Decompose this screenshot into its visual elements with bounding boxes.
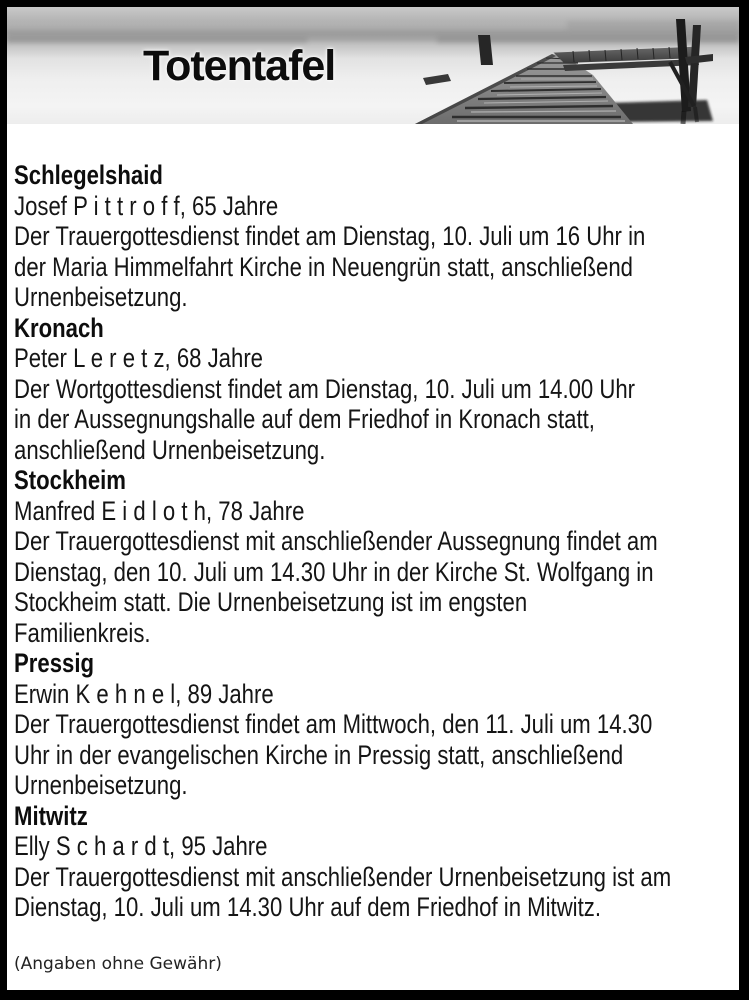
entry-detail-line: Der Trauergottesdienst findet am Mittwoch, den 11. Juli um 14.30 [14, 709, 653, 739]
masthead [7, 7, 739, 124]
entry-detail-line: anschließend Urnenbeisetzung. [14, 434, 326, 465]
entry-person-line: Peter L e r e t z, 68 Jahre [14, 343, 264, 373]
entry-detail-line: Der Wortgottesdienst findet am Dienstag, 10. Juli um 14.00 Uhr [14, 373, 636, 404]
jetty-photo [7, 7, 739, 124]
entry-city: Kronach [14, 312, 104, 343]
entry-detail-line: der Maria Himmelfahrt Kirche in Neuengrün statt, anschließend [14, 251, 633, 282]
entry-detail-line: Dienstag, 10. Juli um 14.30 Uhr auf dem Friedhof in Mitwitz. [14, 892, 601, 922]
entry-detail-line: Familienkreis. [14, 617, 151, 648]
entry-city: Mitwitz [14, 800, 88, 831]
entry-detail-line: Der Trauergottesdienst mit anschließender Aussegnung findet am [14, 526, 658, 556]
entry-detail-line: Dienstag, den 10. Juli um 14.30 Uhr in der Kirche St. Wolfgang in [14, 556, 654, 587]
entry-pressig [14, 648, 731, 801]
entry-detail-line: in der Aussegnungshalle auf dem Friedhof in Kronach statt, [14, 404, 595, 434]
entry-person-line: Josef P i t t r o f f, 65 Jahre [14, 190, 279, 221]
entry-detail-line: Uhr in der evangelischen Kirche in Pressig statt, anschließend [14, 739, 624, 770]
entry-detail-line: Urnenbeisetzung. [14, 282, 188, 312]
entry-city: Stockheim [14, 465, 126, 495]
entry-person-line: Manfred E i d l o t h, 78 Jahre [14, 495, 305, 526]
entry-person-line: Elly S c h a r d t, 95 Jahre [14, 831, 268, 861]
entry-detail-line: Urnenbeisetzung. [14, 770, 188, 800]
entry-stockheim [14, 465, 731, 648]
entry-kronach [14, 313, 731, 466]
entry-mitwitz [14, 801, 731, 923]
entry-detail-line: Der Trauergottesdienst findet am Dienstag, 10. Juli um 16 Uhr in [14, 221, 646, 251]
entry-detail-line: Stockheim statt. Die Urnenbeisetzung ist im engsten [14, 587, 528, 617]
entry-schlegelshaid [14, 160, 731, 313]
disclaimer-note: (Angaben ohne Gewähr) [14, 953, 222, 974]
page-title: Totentafel [143, 42, 336, 90]
entry-city: Schlegelshaid [14, 160, 163, 190]
obituary-list [7, 124, 739, 974]
entry-city: Pressig [14, 648, 95, 678]
entry-detail-line: Der Trauergottesdienst mit anschließender Urnenbeisetzung ist am [14, 861, 672, 892]
entry-person-line: Erwin K e h n e l, 89 Jahre [14, 678, 274, 709]
